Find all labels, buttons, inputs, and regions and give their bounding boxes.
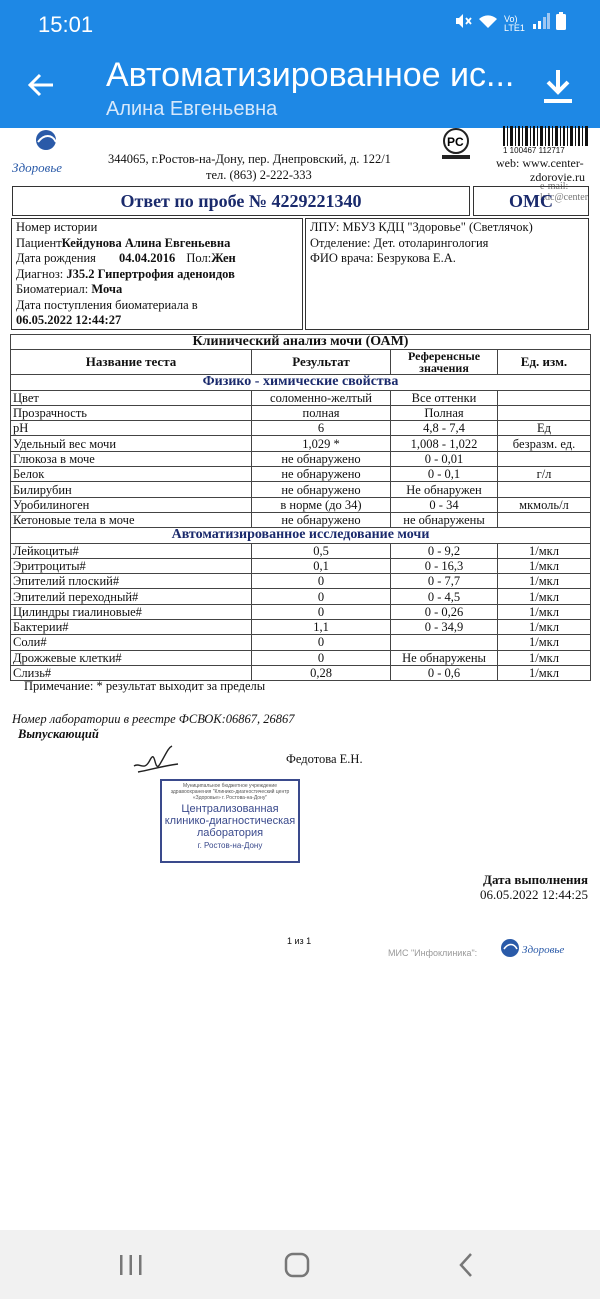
test-result: 1,029 *: [252, 436, 391, 451]
test-unit: 1/мкл: [498, 543, 591, 558]
back-nav-icon[interactable]: [452, 1252, 482, 1278]
dob-label: Дата рождения: [16, 251, 96, 265]
test-name: Цвет: [11, 390, 252, 405]
test-reference: 1,008 - 1,022: [391, 436, 498, 451]
barcode-number: 1 100467 112717: [503, 146, 565, 155]
test-result: 0: [252, 635, 391, 650]
patient-info: [11, 218, 303, 330]
back-arrow-icon[interactable]: [26, 70, 56, 100]
test-unit: 1/мкл: [498, 604, 591, 619]
test-result: соломенно-желтый: [252, 390, 391, 405]
test-name: Цилиндры гиалиновые#: [11, 604, 252, 619]
test-unit: 1/мкл: [498, 589, 591, 604]
physchem-rows: [11, 390, 591, 528]
automated-rows: [11, 543, 591, 681]
patient-name: Кейдунова Алина Евгеньевна: [61, 235, 231, 250]
test-reference: 0 - 0,1: [391, 467, 498, 482]
page-number: 1 из 1: [287, 936, 312, 946]
table-row: [11, 620, 591, 635]
test-result: 0: [252, 650, 391, 665]
footer-logo-text: Здоровье: [522, 944, 565, 956]
test-reference: [391, 635, 498, 650]
home-icon[interactable]: [283, 1252, 313, 1278]
footnote: Примечание: * результат выходит за пределы: [24, 679, 266, 693]
test-unit: 1/мкл: [498, 574, 591, 589]
clinic-address: 344065, г.Ростов-на-Дону, пер. Днепровский, д. 122/1: [108, 152, 391, 166]
test-name: Лейкоциты#: [11, 543, 252, 558]
clinic-email: e-mail: kdc@center: [540, 181, 589, 203]
table-title: Клинический анализ мочи (ОАМ): [11, 335, 591, 350]
table-row: [11, 512, 591, 527]
test-reference: Все оттенки: [391, 390, 498, 405]
table-row: [11, 558, 591, 573]
test-unit: [498, 512, 591, 527]
table-row: [11, 467, 591, 482]
certification-icon: [440, 126, 480, 160]
test-result: 0: [252, 589, 391, 604]
test-reference: 0 - 9,2: [391, 543, 498, 558]
footer-logo: [500, 934, 576, 964]
diagnosis-value: J35.2 Гипертрофия аденоидов: [66, 266, 235, 281]
signal-icon: [532, 13, 550, 34]
stamp-title: Централизованная клинико-диагностическая лаборатория: [164, 803, 296, 839]
test-result: в норме (до 34): [252, 497, 391, 512]
app-bar: [0, 0, 600, 128]
test-unit: 1/мкл: [498, 665, 591, 680]
col-header-unit: Ед. изм.: [498, 350, 591, 375]
test-name: Кетоновые тела в моче: [11, 512, 252, 527]
test-unit: [498, 405, 591, 420]
battery-icon: [556, 12, 566, 35]
download-icon[interactable]: [540, 68, 576, 106]
signature-icon: [132, 742, 182, 782]
test-result: не обнаружено: [252, 512, 391, 527]
test-result: не обнаружено: [252, 451, 391, 466]
test-unit: безразм. ед.: [498, 436, 591, 451]
oms-badge: ОМС: [473, 186, 589, 216]
sex-label: Пол:: [186, 251, 212, 265]
clinic-logo-text: Здоровье: [12, 160, 63, 175]
table-row: [11, 390, 591, 405]
test-unit: [498, 482, 591, 497]
test-unit: [498, 390, 591, 405]
doctor-line: ФИО врача: Безрукова Е.А.: [310, 251, 456, 265]
lab-info: [305, 218, 589, 330]
test-reference: 0 - 34,9: [391, 620, 498, 635]
test-reference: Полная: [391, 405, 498, 420]
test-result: 0: [252, 604, 391, 619]
col-header-result: Результат: [252, 350, 391, 375]
section-physchem: Физико - химические свойства: [11, 375, 591, 390]
stamp-org: Муниципальное бюджетное учреждение здравоохранения "Клинико-диагностический центр «Здоровье» г. Ростова-на-Дону": [170, 783, 290, 801]
page-subtitle: Алина Евгеньевна: [106, 98, 278, 120]
table-row: [11, 635, 591, 650]
test-unit: мкмоль/л: [498, 497, 591, 512]
clinic-web-domain: zdorovie.ru: [530, 170, 585, 184]
results-table: [10, 334, 591, 681]
col-header-reference: Референсные значения: [391, 350, 498, 375]
clinic-logo: [10, 128, 82, 180]
lab-registry-number: Номер лаборатории в реестре ФСВОК:06867, 26867: [12, 712, 295, 726]
clinic-phone: тел. (863) 2-222-333: [206, 168, 312, 182]
test-result: 0: [252, 574, 391, 589]
test-reference: не обнаружены: [391, 512, 498, 527]
table-row: [11, 604, 591, 619]
table-row: [11, 574, 591, 589]
test-result: 6: [252, 421, 391, 436]
test-reference: 0 - 7,7: [391, 574, 498, 589]
test-result: не обнаружено: [252, 482, 391, 497]
test-unit: г/л: [498, 467, 591, 482]
signer-name: Федотова Е.Н.: [286, 752, 363, 766]
sample-answer-title: Ответ по пробе № 4229221340: [12, 186, 470, 216]
test-reference: 0 - 16,3: [391, 558, 498, 573]
test-unit: 1/мкл: [498, 650, 591, 665]
test-result: не обнаружено: [252, 467, 391, 482]
test-unit: Ед: [498, 421, 591, 436]
test-name: Бактерии#: [11, 620, 252, 635]
test-reference: 0 - 34: [391, 497, 498, 512]
table-row: [11, 451, 591, 466]
test-reference: 0 - 0,01: [391, 451, 498, 466]
test-reference: 0 - 4,5: [391, 589, 498, 604]
test-reference: 0 - 0,26: [391, 604, 498, 619]
test-reference: Не обнаружены: [391, 650, 498, 665]
received-label: Дата поступления биоматериала в: [16, 297, 198, 312]
issuer-label: Выпускающий: [18, 727, 99, 741]
completion-label: Дата выполнения: [483, 872, 588, 887]
test-unit: 1/мкл: [498, 635, 591, 650]
test-name: Удельный вес мочи: [11, 436, 252, 451]
mute-icon: [454, 12, 472, 35]
stamp-city: г. Ростов-на-Дону: [197, 841, 263, 850]
dob-value: 04.04.2016: [119, 251, 176, 265]
clinic-web: web: www.center-: [496, 156, 584, 170]
svg-text:PC: PC: [447, 135, 464, 149]
sex-value: Жен: [211, 251, 236, 265]
lpu-line: ЛПУ: МБУЗ КДЦ "Здоровье" (Светлячок): [310, 220, 533, 234]
department-line: Отделение: Дет. отоларингология: [310, 235, 489, 250]
test-name: Билирубин: [11, 482, 252, 497]
table-row: [11, 421, 591, 436]
system-nav-bar: [0, 1230, 600, 1299]
test-name: Эпителий плоский#: [11, 574, 252, 589]
test-name: pH: [11, 421, 252, 436]
table-row: [11, 543, 591, 558]
test-name: Прозрачность: [11, 405, 252, 420]
table-row: [11, 436, 591, 451]
table-row: [11, 497, 591, 512]
biomaterial-value: Моча: [91, 282, 123, 296]
table-row: [11, 589, 591, 604]
test-result: 0,1: [252, 558, 391, 573]
history-label: Номер истории: [16, 220, 98, 234]
status-time: 15:01: [38, 12, 94, 37]
recent-apps-icon[interactable]: [116, 1252, 146, 1278]
test-reference: 4,8 - 7,4: [391, 421, 498, 436]
received-value: 06.05.2022 12:44:27: [16, 313, 122, 327]
test-name: Слизь#: [11, 665, 252, 680]
test-name: Уробилиноген: [11, 497, 252, 512]
completion-date: 06.05.2022 12:44:25: [480, 887, 588, 902]
test-reference: Не обнаружен: [391, 482, 498, 497]
test-name: Глюкоза в моче: [11, 451, 252, 466]
patient-label: Пациент: [16, 235, 62, 250]
test-name: Эпителий переходный#: [11, 589, 252, 604]
mis-label: МИС "Инфоклиника":: [388, 948, 478, 958]
table-row: [11, 405, 591, 420]
network-label: Vo) LTE1: [504, 13, 525, 33]
test-unit: 1/мкл: [498, 620, 591, 635]
diagnosis-label: Диагноз:: [16, 266, 64, 281]
test-name: Соли#: [11, 635, 252, 650]
lab-stamp: [160, 779, 300, 863]
test-result: 0,5: [252, 543, 391, 558]
table-row: [11, 650, 591, 665]
test-reference: 0 - 0,6: [391, 665, 498, 680]
barcode-icon: [503, 126, 589, 148]
table-row: [11, 482, 591, 497]
test-result: 1,1: [252, 620, 391, 635]
test-unit: [498, 451, 591, 466]
section-automated: Автоматизированное исследование мочи: [11, 528, 591, 543]
col-header-name: Название теста: [11, 350, 252, 375]
wifi-icon: [478, 13, 498, 34]
status-icons: [454, 12, 566, 35]
lab-report-document: [0, 128, 600, 1230]
test-result: полная: [252, 405, 391, 420]
page-title: Автоматизированное ис...: [106, 56, 515, 94]
test-name: Эритроциты#: [11, 558, 252, 573]
test-unit: 1/мкл: [498, 558, 591, 573]
test-name: Дрожжевые клетки#: [11, 650, 252, 665]
test-name: Белок: [11, 467, 252, 482]
biomaterial-label: Биоматериал:: [16, 282, 89, 296]
test-result: 0,28: [252, 665, 391, 680]
